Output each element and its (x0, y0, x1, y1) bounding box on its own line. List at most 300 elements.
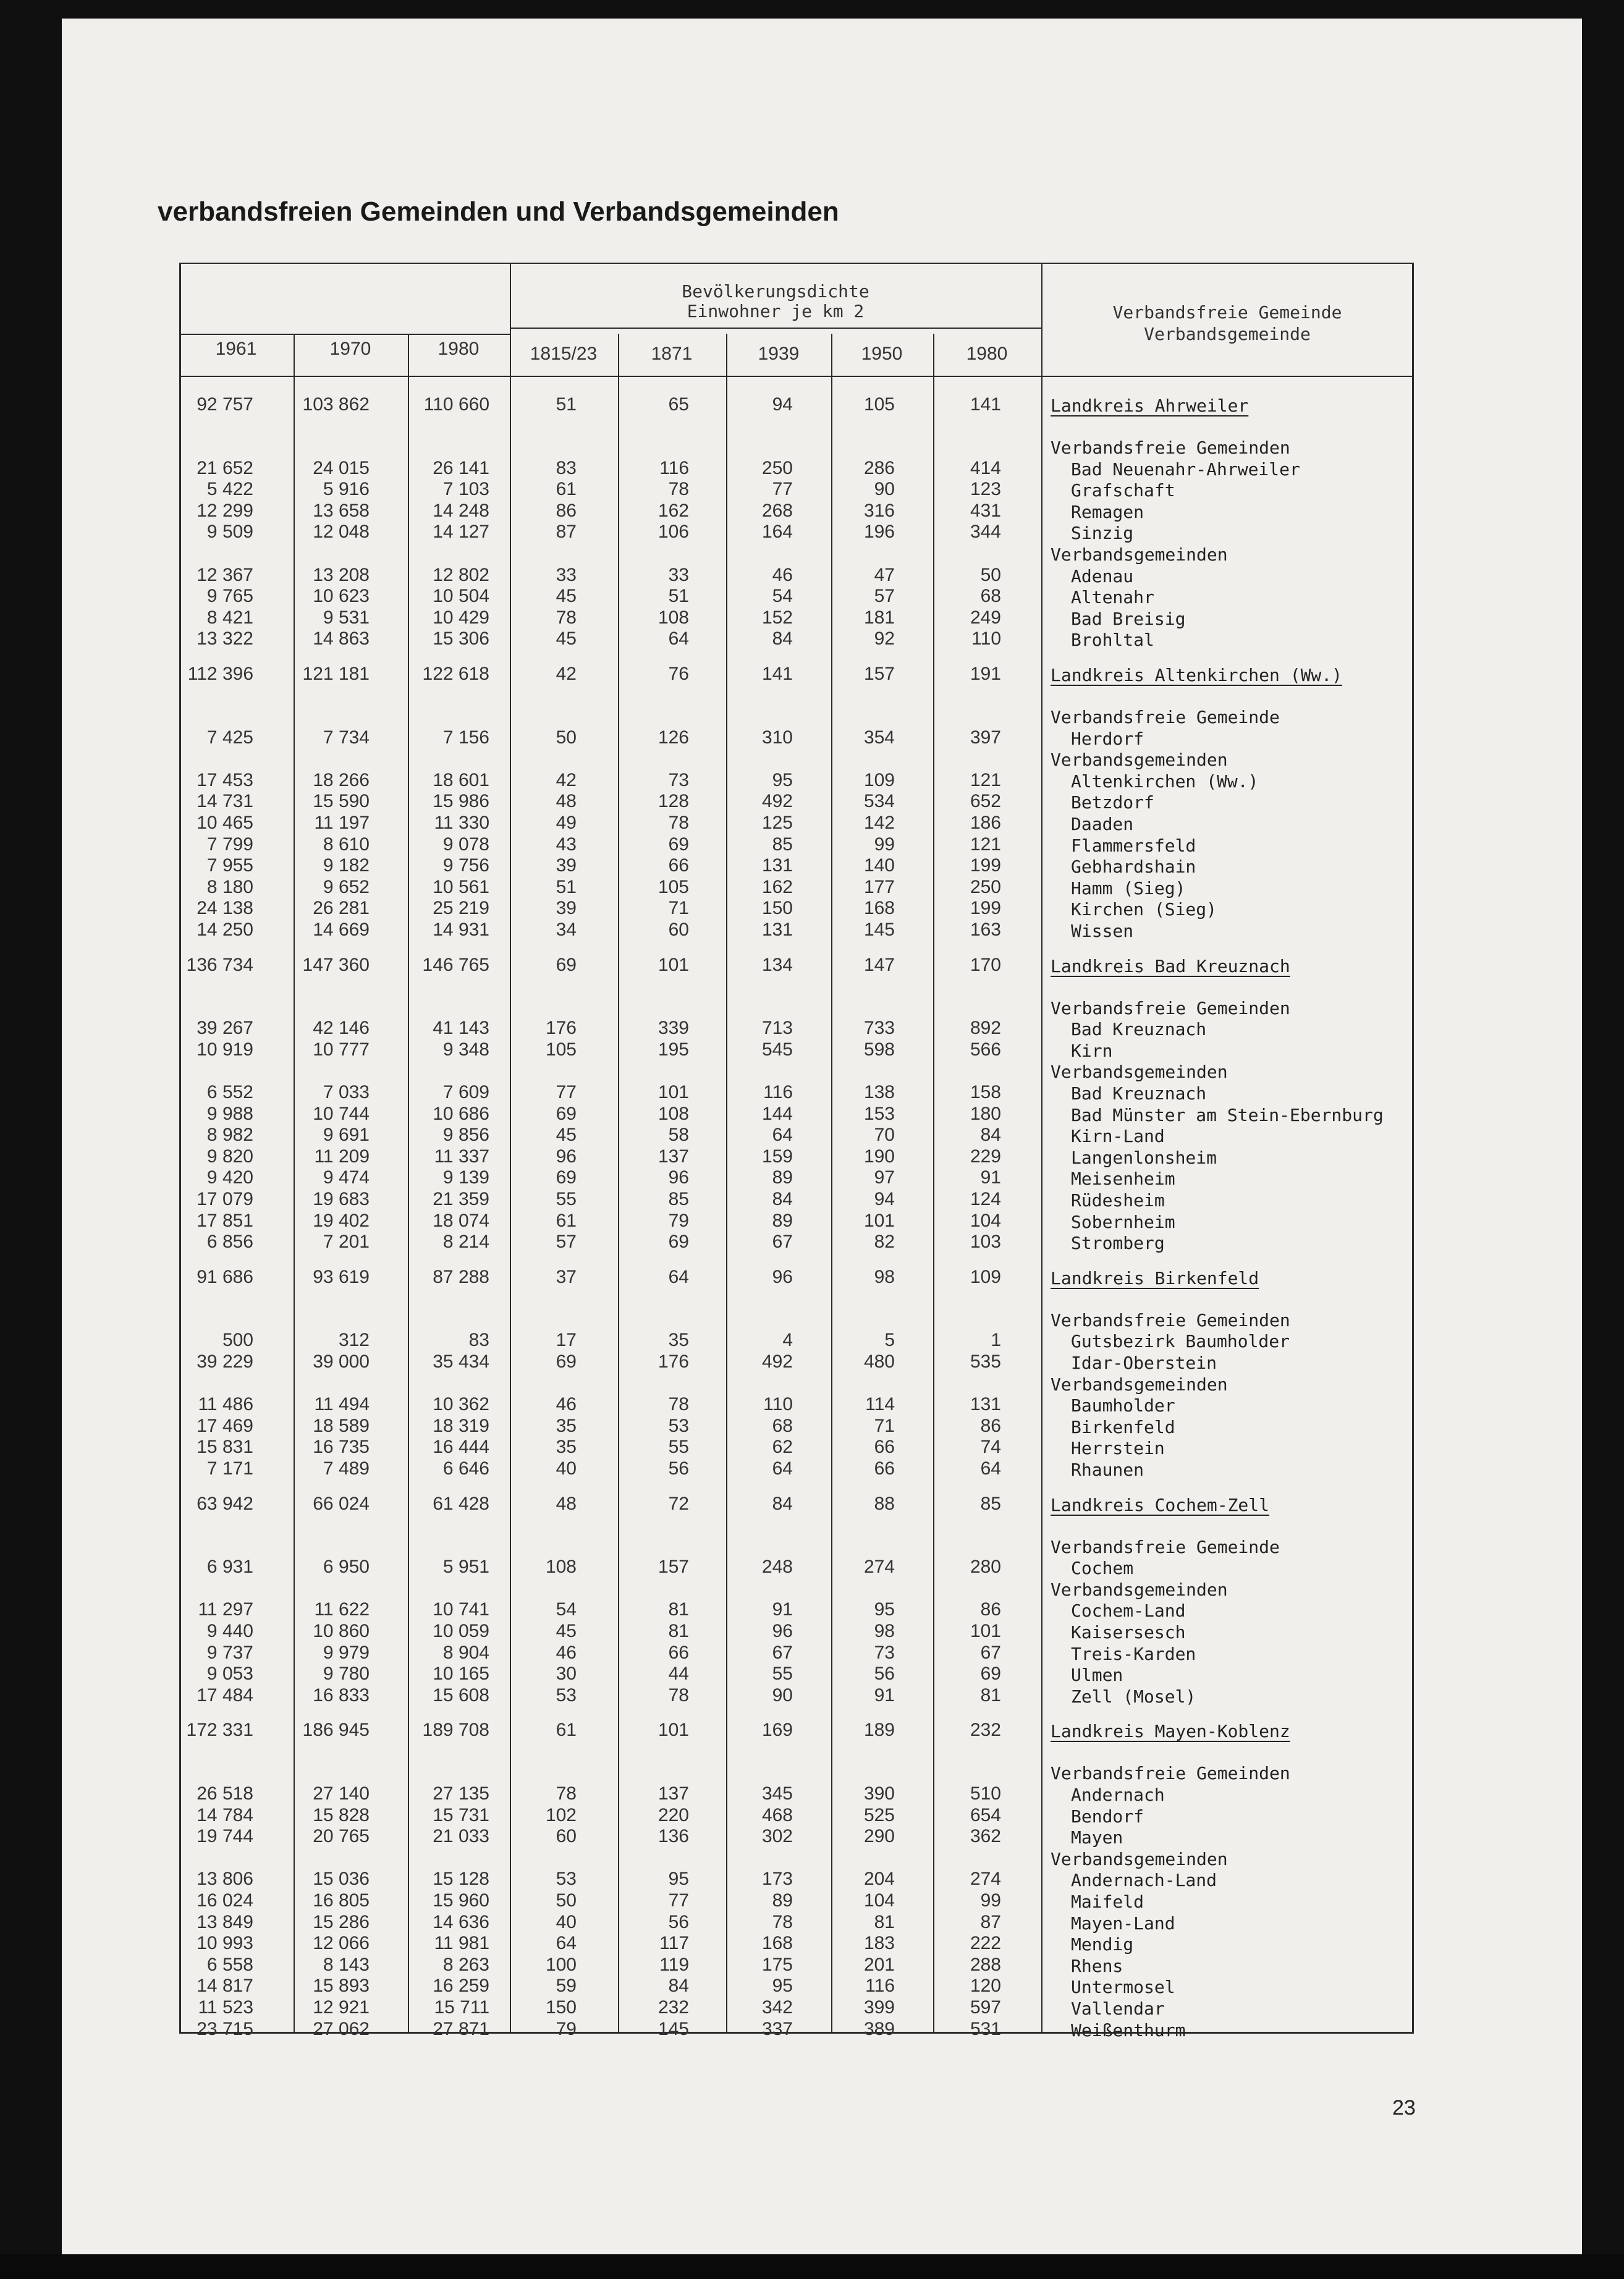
density-cell: 57 (556, 1232, 577, 1253)
population-cell: 7 489 (323, 1458, 370, 1479)
population-cell: 9 474 (323, 1167, 370, 1188)
density-cell: 85 (980, 1493, 1001, 1514)
population-cell: 5 951 (442, 1557, 489, 1578)
density-cell: 56 (668, 1458, 689, 1479)
density-cell: 89 (772, 1210, 793, 1231)
population-cell: 500 (222, 1330, 253, 1351)
municipality-label: Betzdorf (1071, 792, 1154, 813)
density-cell: 531 (970, 2018, 1001, 2039)
density-cell: 162 (761, 876, 793, 897)
density-cell: 104 (970, 1210, 1001, 1231)
municipality-label: Kaisersesch (1071, 1622, 1186, 1643)
population-cell: 17 469 (197, 1415, 253, 1436)
density-cell: 117 (659, 1933, 689, 1954)
population-cell: 61 428 (433, 1493, 489, 1514)
density-cell: 86 (556, 500, 577, 521)
municipality-label: Gebhardshain (1071, 856, 1196, 877)
population-cell: 9 139 (442, 1167, 489, 1188)
population-cell: 9 053 (206, 1664, 253, 1685)
density-cell: 535 (970, 1351, 1001, 1372)
density-cell: 131 (761, 920, 793, 940)
density-cell: 147 (863, 954, 895, 975)
density-cell: 62 (772, 1437, 793, 1458)
density-cell: 44 (668, 1664, 689, 1685)
density-cell: 95 (772, 769, 793, 790)
density-cell: 195 (658, 1039, 689, 1060)
district-label: Landkreis Ahrweiler (1051, 395, 1249, 416)
density-cell: 35 (668, 1330, 689, 1351)
density-cell: 94 (874, 1189, 895, 1209)
density-cell: 78 (668, 813, 689, 833)
density-cell: 53 (668, 1415, 689, 1436)
population-cell: 16 444 (433, 1437, 489, 1458)
density-cell: 534 (863, 791, 895, 812)
density-cell: 158 (970, 1082, 1001, 1102)
population-cell: 9 509 (206, 522, 253, 543)
population-cell: 19 744 (197, 1826, 253, 1847)
population-cell: 5 422 (206, 479, 253, 500)
density-cell: 84 (772, 1493, 793, 1514)
population-cell: 91 686 (197, 1266, 253, 1287)
population-cell: 27 062 (313, 2018, 370, 2039)
municipality-label: Herrstein (1071, 1438, 1165, 1459)
population-cell: 17 079 (197, 1189, 253, 1209)
density-cell: 108 (658, 607, 689, 628)
density-cell: 68 (772, 1415, 793, 1436)
density-cell: 362 (970, 1826, 1001, 1847)
population-cell: 6 552 (206, 1082, 253, 1102)
density-cell: 136 (658, 1826, 689, 1847)
density-cell: 134 (761, 954, 793, 975)
density-cell: 35 (556, 1415, 577, 1436)
density-cell: 90 (874, 479, 895, 500)
density-cell: 150 (761, 898, 793, 919)
density-cell: 96 (668, 1167, 689, 1188)
density-cell: 101 (658, 1082, 689, 1102)
density-cell: 84 (668, 1976, 689, 1997)
municipality-label: Zell (Mosel) (1071, 1686, 1196, 1707)
density-cell: 77 (772, 479, 793, 500)
population-cell: 11 486 (198, 1394, 253, 1415)
municipality-label: Mendig (1071, 1934, 1134, 1955)
density-cell: 71 (874, 1415, 895, 1436)
density-cell: 48 (556, 1493, 577, 1514)
density-cell: 91 (772, 1599, 793, 1620)
population-cell: 14 127 (433, 522, 489, 543)
population-cell: 14 669 (313, 920, 370, 940)
density-cell: 163 (970, 920, 1001, 940)
density-cell: 280 (970, 1557, 1001, 1578)
density-cell: 64 (668, 628, 689, 649)
density-cell: 60 (556, 1826, 577, 1847)
density-cell: 598 (863, 1039, 895, 1060)
density-cell: 86 (980, 1415, 1001, 1436)
population-cell: 93 619 (313, 1266, 370, 1287)
density-cell: 145 (863, 920, 895, 940)
density-cell: 121 (970, 834, 1001, 855)
density-cell: 98 (874, 1266, 895, 1287)
density-cell: 492 (761, 791, 793, 812)
population-cell: 15 286 (313, 1911, 370, 1932)
municipality-label: Ulmen (1071, 1665, 1123, 1686)
population-cell: 13 658 (313, 500, 370, 521)
density-cell: 99 (874, 834, 895, 855)
population-cell: 25 219 (433, 898, 489, 919)
population-cell: 8 610 (323, 834, 370, 855)
municipality-label: Remagen (1071, 501, 1144, 522)
municipality-label: Andernach-Land (1071, 1870, 1217, 1891)
municipality-label: Langenlonsheim (1071, 1147, 1217, 1168)
density-cell: 201 (863, 1954, 895, 1975)
density-cell: 78 (668, 1685, 689, 1706)
header-bottom-line (179, 376, 1414, 377)
density-cell: 290 (863, 1826, 895, 1847)
population-cell: 10 362 (433, 1394, 489, 1415)
district-label: Landkreis Altenkirchen (Ww.) (1051, 665, 1343, 685)
density-cell: 229 (970, 1146, 1001, 1167)
density-cell: 120 (970, 1976, 1001, 1997)
density-cell: 96 (772, 1266, 793, 1287)
density-cell: 59 (556, 1976, 577, 1997)
group-label: Verbandsfreie Gemeinden (1051, 438, 1290, 458)
population-cell: 312 (338, 1330, 370, 1351)
district-label: Landkreis Cochem-Zell (1051, 1494, 1270, 1515)
group-label: Verbandsgemeinden (1051, 1062, 1228, 1083)
density-cell: 173 (761, 1869, 793, 1890)
density-cell: 248 (761, 1557, 793, 1578)
density-cell: 142 (863, 813, 895, 833)
population-cell: 10 059 (433, 1621, 489, 1641)
density-cell: 169 (761, 1720, 793, 1741)
population-cell: 26 518 (197, 1783, 253, 1804)
population-cell: 7 171 (206, 1458, 253, 1479)
density-cell: 176 (545, 1018, 577, 1039)
density-cell: 79 (668, 1210, 689, 1231)
density-cell: 67 (772, 1232, 793, 1253)
density-cell: 85 (772, 834, 793, 855)
population-cell: 16 024 (197, 1890, 253, 1911)
density-cell: 103 (970, 1232, 1001, 1253)
density-cell: 399 (863, 1997, 895, 2018)
municipality-label: Altenkirchen (Ww.) (1071, 771, 1259, 792)
density-cell: 17 (556, 1330, 577, 1351)
municipality-label: Vallendar (1071, 1998, 1165, 2019)
municipality-label: Untermosel (1071, 1977, 1175, 1998)
density-cell: 45 (556, 586, 577, 607)
density-cell: 316 (863, 500, 895, 521)
municipality-label: Rüdesheim (1071, 1190, 1165, 1211)
density-cell: 196 (863, 522, 895, 543)
population-cell: 7 033 (323, 1082, 370, 1102)
density-cell: 733 (863, 1018, 895, 1039)
density-cell: 73 (668, 769, 689, 790)
population-cell: 186 945 (302, 1720, 370, 1741)
year-header: 1970 (329, 339, 371, 359)
density-cell: 33 (556, 564, 577, 585)
density-cell: 100 (545, 1954, 577, 1975)
density-cell: 51 (556, 876, 577, 897)
population-cell: 12 802 (433, 564, 489, 585)
page-title: verbandsfreien Gemeinden und Verbandsgemeinden (158, 197, 839, 227)
population-cell: 14 817 (197, 1976, 253, 1997)
population-cell: 9 182 (323, 855, 370, 876)
density-cell: 1 (991, 1330, 1001, 1351)
population-cell: 10 165 (433, 1664, 489, 1685)
density-header-line1: Bevölkerungsdichte (682, 281, 869, 302)
density-cell: 78 (772, 1911, 793, 1932)
density-cell: 76 (668, 664, 689, 684)
density-cell: 70 (874, 1125, 895, 1146)
density-cell: 87 (980, 1911, 1001, 1932)
density-cell: 131 (761, 855, 793, 876)
municipality-label: Wissen (1071, 921, 1134, 941)
municipality-label: Andernach (1071, 1785, 1165, 1805)
group-label: Verbandsgemeinden (1051, 544, 1228, 565)
density-cell: 68 (980, 586, 1001, 607)
year-header: 1815/23 (530, 344, 598, 364)
density-cell: 66 (874, 1458, 895, 1479)
density-cell: 66 (668, 1642, 689, 1663)
population-cell: 11 209 (314, 1146, 370, 1167)
density-cell: 302 (761, 1826, 793, 1847)
group-label: Verbandsgemeinden (1051, 1374, 1228, 1395)
density-cell: 105 (545, 1039, 577, 1060)
population-cell: 9 856 (442, 1125, 489, 1146)
population-cell: 10 561 (433, 876, 489, 897)
population-cell: 7 734 (323, 727, 370, 748)
population-cell: 23 715 (197, 2018, 253, 2039)
population-cell: 7 799 (206, 834, 253, 855)
population-cell: 10 860 (313, 1621, 370, 1641)
population-cell: 15 893 (313, 1976, 370, 1997)
population-cell: 14 863 (313, 628, 370, 649)
density-cell: 90 (772, 1685, 793, 1706)
density-cell: 50 (556, 727, 577, 748)
header-divider (179, 334, 510, 335)
population-cell: 21 359 (433, 1189, 489, 1209)
density-cell: 99 (980, 1890, 1001, 1911)
column-divider (1041, 263, 1042, 2034)
density-cell: 186 (970, 813, 1001, 833)
municipality-label: Daaden (1071, 814, 1134, 834)
density-cell: 69 (980, 1664, 1001, 1685)
population-cell: 11 523 (198, 1997, 253, 2018)
density-cell: 121 (970, 769, 1001, 790)
density-cell: 96 (556, 1146, 577, 1167)
municipality-label: Grafschaft (1071, 480, 1175, 501)
population-cell: 20 765 (313, 1826, 370, 1847)
year-header: 1871 (651, 344, 693, 364)
population-cell: 14 636 (433, 1911, 489, 1932)
density-cell: 81 (980, 1685, 1001, 1706)
population-cell: 9 440 (206, 1621, 253, 1641)
density-cell: 131 (970, 1394, 1001, 1415)
municipality-label: Bad Kreuznach (1071, 1019, 1207, 1040)
group-label: Verbandsfreie Gemeinde (1051, 1536, 1280, 1557)
density-cell: 47 (874, 564, 895, 585)
municipality-label: Herdorf (1071, 728, 1144, 749)
density-cell: 431 (970, 500, 1001, 521)
population-cell: 110 660 (423, 394, 489, 415)
population-cell: 13 849 (197, 1911, 253, 1932)
density-cell: 345 (761, 1783, 793, 1804)
population-cell: 9 691 (323, 1125, 370, 1146)
density-cell: 101 (863, 1210, 895, 1231)
density-cell: 162 (658, 500, 689, 521)
density-cell: 85 (668, 1189, 689, 1209)
density-cell: 138 (863, 1082, 895, 1102)
population-cell: 9 078 (442, 834, 489, 855)
density-cell: 89 (772, 1167, 793, 1188)
municipality-label: Weißenthurm (1071, 2019, 1186, 2040)
population-cell: 10 741 (433, 1599, 489, 1620)
density-cell: 492 (761, 1351, 793, 1372)
density-cell: 310 (761, 727, 793, 748)
density-cell: 86 (980, 1599, 1001, 1620)
density-cell: 34 (556, 920, 577, 940)
density-cell: 140 (863, 855, 895, 876)
group-label: Verbandsgemeinden (1051, 1848, 1228, 1869)
population-cell: 7 955 (206, 855, 253, 876)
municipality-label: Meisenheim (1071, 1169, 1175, 1190)
municipality-label: Bad Neuenahr-Ahrweiler (1071, 459, 1300, 480)
population-cell: 11 622 (314, 1599, 370, 1620)
density-cell: 137 (658, 1146, 689, 1167)
density-cell: 101 (658, 954, 689, 975)
density-cell: 108 (545, 1557, 577, 1578)
density-cell: 72 (668, 1493, 689, 1514)
density-cell: 116 (865, 1976, 895, 1997)
municipality-label: Treis-Karden (1071, 1643, 1196, 1664)
density-cell: 84 (772, 628, 793, 649)
population-cell: 21 033 (433, 1826, 489, 1847)
density-cell: 204 (863, 1869, 895, 1890)
density-cell: 91 (980, 1167, 1001, 1188)
density-cell: 159 (761, 1146, 793, 1167)
population-cell: 39 229 (197, 1351, 253, 1372)
density-cell: 175 (761, 1954, 793, 1975)
density-cell: 95 (668, 1869, 689, 1890)
municipality-label: Mayen (1071, 1827, 1123, 1848)
density-cell: 110 (971, 628, 1001, 649)
municipality-label: Mayen-Land (1071, 1913, 1175, 1934)
municipality-label: Baumholder (1071, 1395, 1175, 1416)
density-cell: 60 (668, 920, 689, 940)
municipality-label: Sinzig (1071, 523, 1134, 544)
scan-bottom-edge (0, 2254, 1624, 2279)
density-cell: 45 (556, 1125, 577, 1146)
municipality-label: Maifeld (1071, 1892, 1144, 1912)
density-header-line2: Einwohner je km 2 (687, 301, 865, 321)
population-cell: 7 103 (442, 479, 489, 500)
density-cell: 168 (863, 898, 895, 919)
year-header: 1939 (758, 344, 800, 364)
density-cell: 268 (761, 500, 793, 521)
density-cell: 545 (761, 1039, 793, 1060)
density-cell: 109 (863, 769, 895, 790)
density-cell: 55 (772, 1664, 793, 1685)
density-cell: 199 (970, 855, 1001, 876)
municipality-label: Bad Breisig (1071, 608, 1186, 629)
density-cell: 64 (980, 1458, 1001, 1479)
density-cell: 69 (556, 1167, 577, 1188)
population-cell: 112 396 (187, 664, 253, 684)
population-cell: 15 828 (313, 1804, 370, 1825)
group-label: Verbandsgemeinden (1051, 1579, 1228, 1600)
density-cell: 30 (556, 1664, 577, 1685)
density-cell: 180 (970, 1103, 1001, 1124)
population-cell: 12 299 (197, 500, 253, 521)
population-cell: 15 590 (313, 791, 370, 812)
density-cell: 73 (874, 1642, 895, 1663)
population-cell: 11 981 (434, 1933, 489, 1954)
population-cell: 9 988 (206, 1103, 253, 1124)
density-cell: 40 (556, 1911, 577, 1932)
municipality-label: Hamm (Sieg) (1071, 877, 1186, 898)
density-cell: 222 (970, 1933, 1001, 1954)
population-cell: 7 156 (442, 727, 489, 748)
density-cell: 344 (970, 522, 1001, 543)
population-cell: 7 425 (206, 727, 253, 748)
density-cell: 40 (556, 1458, 577, 1479)
density-cell: 116 (659, 457, 689, 478)
density-cell: 101 (970, 1621, 1001, 1641)
population-cell: 14 248 (433, 500, 489, 521)
population-cell: 121 181 (302, 664, 370, 684)
density-cell: 69 (668, 834, 689, 855)
population-cell: 10 919 (197, 1039, 253, 1060)
density-cell: 153 (863, 1103, 895, 1124)
density-cell: 232 (970, 1720, 1001, 1741)
district-label: Landkreis Birkenfeld (1051, 1267, 1259, 1288)
population-cell: 17 484 (197, 1685, 253, 1706)
density-cell: 170 (970, 954, 1001, 975)
density-cell: 69 (556, 1351, 577, 1372)
density-cell: 389 (863, 2018, 895, 2039)
density-cell: 69 (556, 1103, 577, 1124)
density-cell: 88 (874, 1493, 895, 1514)
density-cell: 654 (970, 1804, 1001, 1825)
population-cell: 63 942 (197, 1493, 253, 1514)
density-cell: 168 (761, 1933, 793, 1954)
population-cell: 10 744 (313, 1103, 370, 1124)
population-cell: 6 558 (206, 1954, 253, 1975)
density-cell: 337 (761, 2018, 793, 2039)
density-cell: 43 (556, 834, 577, 855)
population-cell: 16 805 (313, 1890, 370, 1911)
density-cell: 64 (772, 1125, 793, 1146)
density-cell: 39 (556, 855, 577, 876)
density-cell: 525 (863, 1804, 895, 1825)
density-cell: 145 (658, 2018, 689, 2039)
density-cell: 101 (658, 1720, 689, 1741)
density-cell: 53 (556, 1685, 577, 1706)
municipality-label: Kirn-Land (1071, 1126, 1165, 1147)
population-cell: 14 731 (197, 791, 253, 812)
density-cell: 35 (556, 1437, 577, 1458)
name-column-header-line2: Verbandsgemeinde (1144, 324, 1311, 344)
density-cell: 137 (658, 1783, 689, 1804)
population-cell: 12 367 (197, 564, 253, 585)
density-cell: 414 (970, 457, 1001, 478)
population-cell: 87 288 (433, 1266, 489, 1287)
year-header: 1961 (215, 339, 257, 359)
population-cell: 83 (468, 1330, 489, 1351)
population-cell: 18 601 (433, 769, 489, 790)
population-cell: 172 331 (186, 1720, 253, 1741)
population-cell: 10 623 (313, 586, 370, 607)
density-cell: 102 (545, 1804, 577, 1825)
